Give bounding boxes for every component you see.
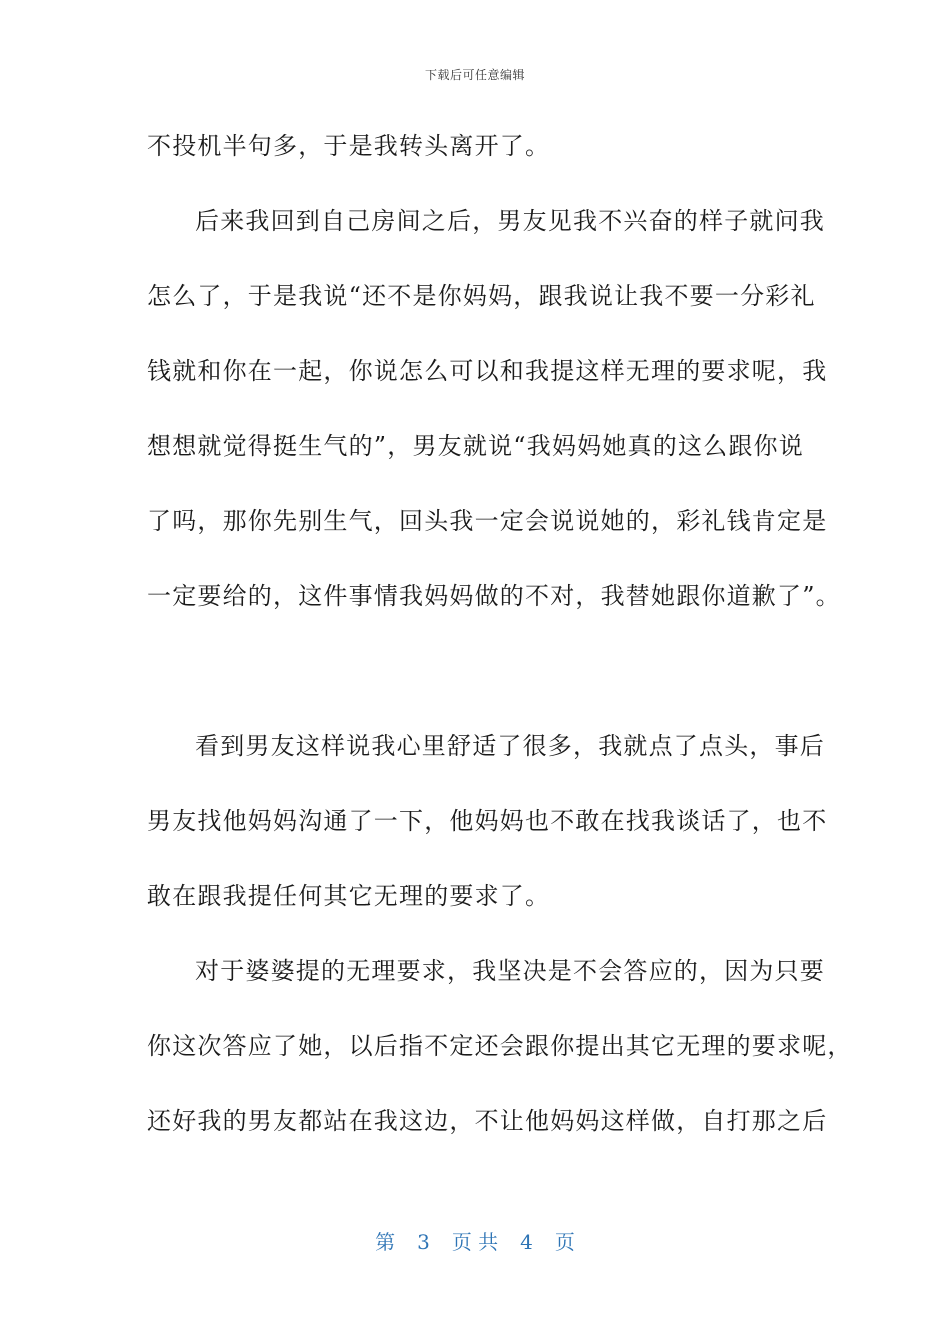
footer-total-pages: 4 [520,1230,533,1254]
paragraph-3-line-3: 敢在跟我提任何其它无理的要求了。 [147,882,551,910]
paragraph-2-line-5: 了吗，那你先别生气，回头我一定会说说她的，彩礼钱肯定是 [147,507,828,535]
paragraph-2-line-4: 想想就觉得挺生气的”，男友就说“我妈妈她真的这么跟你说 [147,432,804,460]
paragraph-4-line-1: 对于婆婆提的无理要求，我坚决是不会答应的，因为只要 [195,957,825,985]
paragraph-2-line-6: 一定要给的，这件事情我妈妈做的不对，我替她跟你道歉了”。 [147,582,841,610]
paragraph-gap [147,643,803,718]
footer-current-page: 3 [417,1230,430,1254]
page-footer [0,1226,950,1255]
page-header-note: 下载后可任意编辑 [424,68,525,82]
paragraph-3-line-2: 男友找他妈妈沟通了一下，他妈妈也不敢在找我谈话了，也不 [147,807,828,835]
document-body [147,118,853,1168]
paragraph-4-line-2: 你这次答应了她，以后指不定还会跟你提出其它无理的要求呢， [147,1032,853,1060]
paragraph-2-line-2: 怎么了，于是我说“还不是你妈妈，跟我说让我不要一分彩礼 [147,282,816,310]
paragraph-4-line-3: 还好我的男友都站在我这边，不让他妈妈这样做，自打那之后 [147,1107,828,1135]
paragraph-1-line-1: 不投机半句多，于是我转头离开了。 [147,132,551,160]
footer-prefix: 第 [375,1230,396,1254]
footer-middle: 页 共 [451,1230,499,1254]
footer-suffix: 页 [554,1230,575,1254]
paragraph-2-line-3: 钱就和你在一起，你说怎么可以和我提这样无理的要求呢，我 [147,357,828,385]
paragraph-3-line-1: 看到男友这样说我心里舒适了很多，我就点了点头，事后 [195,732,825,760]
paragraph-2-line-1: 后来我回到自己房间之后，男友见我不兴奋的样子就问我 [195,207,825,235]
